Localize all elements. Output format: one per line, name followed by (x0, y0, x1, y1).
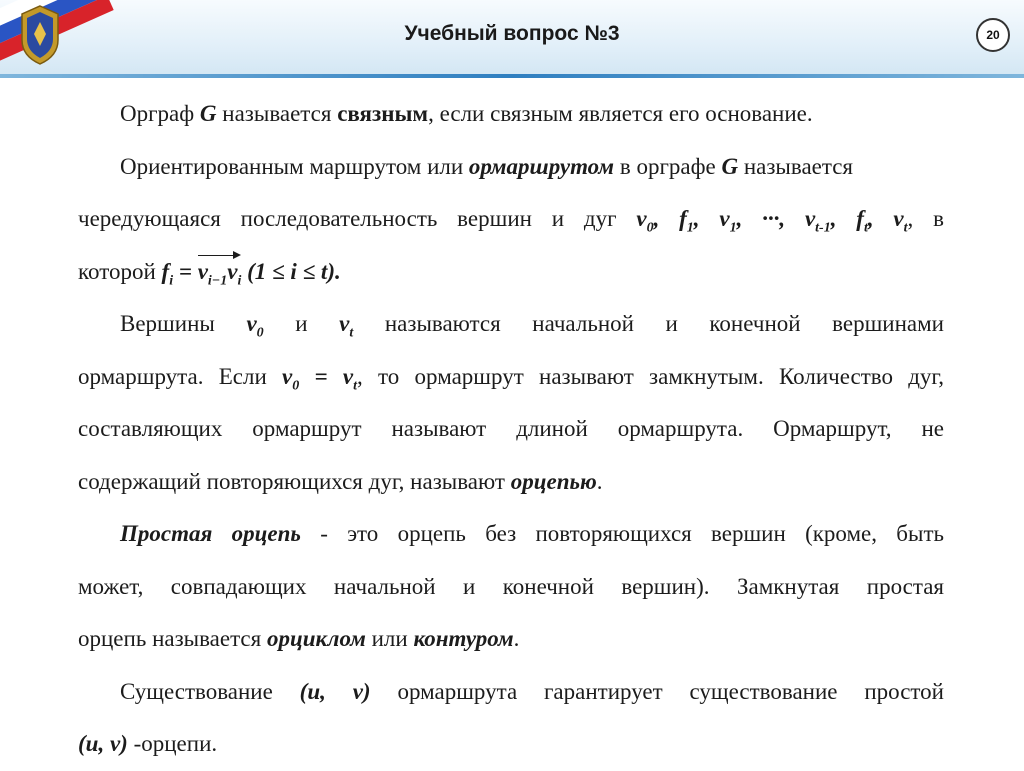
paragraph-line: Существование (u, v) ормаршрута гарантирует существование простой (120, 678, 944, 704)
paragraph-line: чередующаяся последовательность вершин и дуг $v_0$, $f_1$, $v_1$, ···, $v_{t-1}$, $f_t$, $v_t$, в (78, 206, 944, 236)
paragraph-line: орцепь называется орциклом или контуром. (78, 626, 520, 651)
page-title: Учебный вопрос №3 (404, 22, 620, 45)
slide-body (78, 88, 944, 771)
slide-header (0, 0, 1024, 78)
paragraph-line: может, совпадающих начальной и конечной вершин). Замкнутая простая (78, 573, 944, 599)
paragraph-line: Орграф G называется связным, если связным является его основание. (120, 101, 813, 126)
paragraph-line: Простая орцепь - это орцепь без повторяющихся вершин (кроме, быть (120, 521, 944, 546)
paragraph-line: составляющих ормаршрут называют длиной ормаршрута. Ормаршрут, не (78, 416, 944, 441)
paragraph-line: ормаршрута. Если $v_0 = v_t$, то ормаршрут называют замкнутым. Количество дуг, (78, 363, 945, 394)
page-number-badge: 20 (976, 18, 1010, 52)
paragraph-line: Вершины $v_0$ и $v_t$ называются начальной и конечной вершинами (120, 311, 944, 341)
paragraph-line: Ориентированным маршрутом или ормаршрутом в орграфе G называется (120, 153, 853, 179)
header-divider (0, 74, 1024, 78)
paragraph-line: содержащий повторяющихся дуг, называют орцепью. (78, 468, 603, 494)
paragraph-line: которой $f_i = v_{i-1}v_i$ (1 ≤ i ≤ t). (78, 246, 944, 299)
paragraph-line: (u, v) -орцепи. (78, 731, 218, 756)
